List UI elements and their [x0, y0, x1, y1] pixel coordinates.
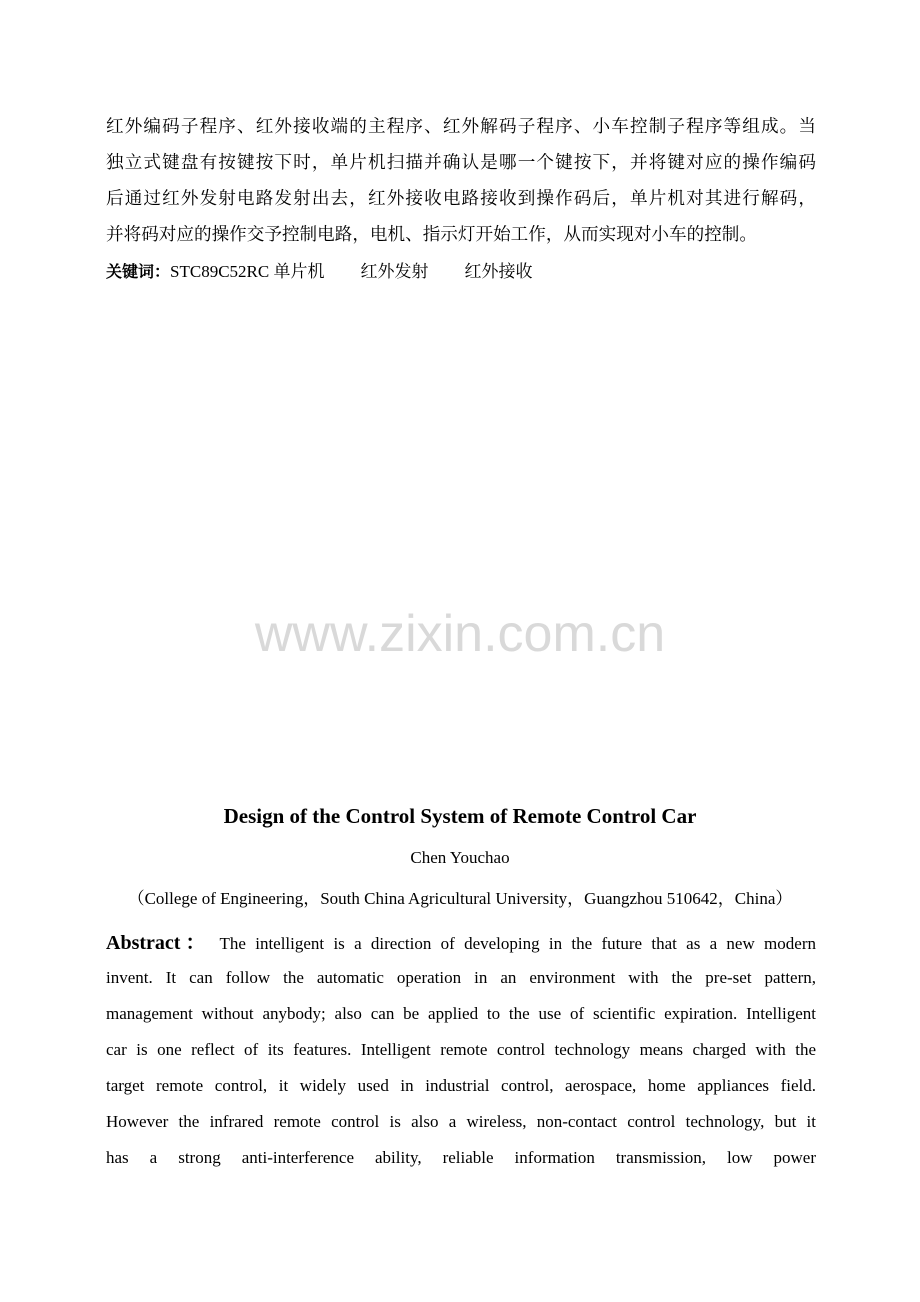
watermark: www.zixin.com.cn — [254, 605, 666, 663]
cn-abstract-line: 后通过红外发射电路发射出去，红外接收电路接收到操作码后，单片机对其进行解码， — [106, 188, 816, 208]
keywords-label: 关键词： — [106, 262, 171, 281]
affiliation: （College of Engineering，South China Agricultural University，Guangzhou 510642，China） — [127, 889, 793, 908]
abstract-text: The intelligent is a direction of developing in the future that as a new modern — [219, 934, 816, 953]
keywords — [106, 257, 816, 282]
keyword: STC89C52RC 单片机 — [170, 262, 325, 281]
author: Chen Youchao — [410, 848, 510, 867]
abstract-line: car is one reflect of its features. Intelligent remote control technology means charged with the — [106, 1040, 816, 1059]
abstract-line: target remote control, it widely used in industrial control, aerospace, home appliances field. — [106, 1076, 816, 1095]
abstract-line: management without anybody; also can be applied to the use of scientific expiration. Intelligent — [106, 1004, 816, 1023]
cn-abstract-line: 红外编码子程序、红外接收端的主程序、红外解码子程序、小车控制子程序等组成。当 — [106, 116, 816, 136]
abstract-label: Abstract： — [106, 932, 211, 954]
cn-abstract-line: 并将码对应的操作交予控制电路，电机、指示灯开始工作，从而实现对小车的控制。 — [106, 224, 757, 244]
cn-abstract-line: 独立式键盘有按键按下时，单片机扫描并确认是哪一个键按下，并将键对应的操作编码 — [106, 152, 816, 172]
abstract-first-line — [106, 926, 816, 955]
keyword: 红外接收 — [464, 262, 533, 281]
english-title: Design of the Control System of Remote Control Car — [223, 804, 697, 828]
abstract-line: However the infrared remote control is also a wireless, non-contact control technology, but it — [106, 1112, 816, 1131]
abstract-line: has a strong anti-interference ability, reliable information transmission, low power — [106, 1148, 816, 1167]
abstract-line: invent. It can follow the automatic operation in an environment with the pre-set pattern, — [106, 968, 816, 987]
keyword: 红外发射 — [360, 262, 429, 281]
